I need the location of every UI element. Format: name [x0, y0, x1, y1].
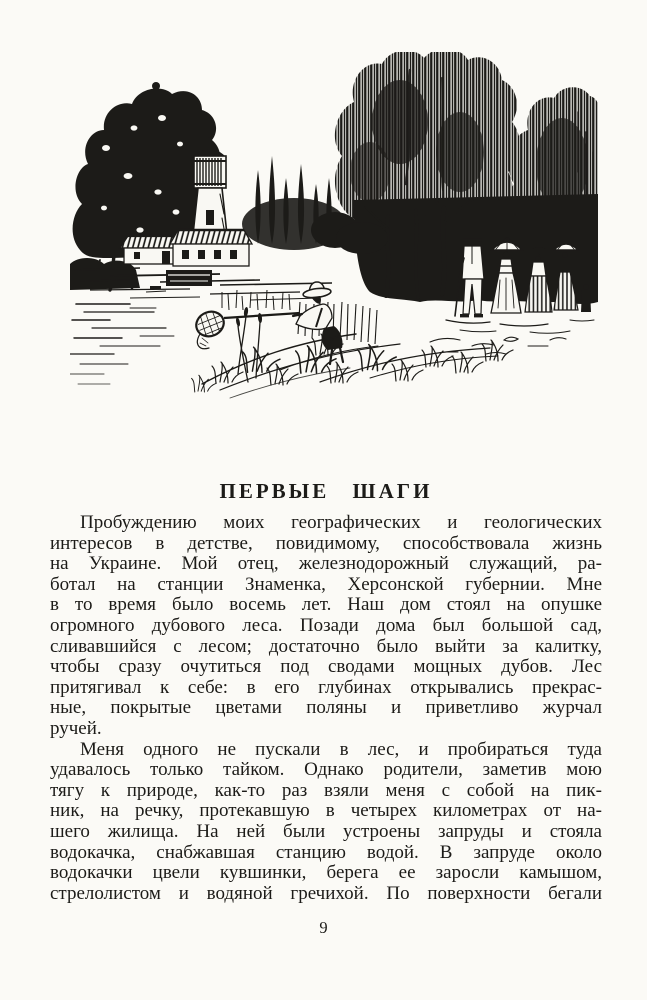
text-line: ник, на речку, протекавшую в четырех километрах от на-: [50, 800, 602, 822]
text-line: ботал на станции Знаменка, Херсонской губернии. Мне: [50, 573, 602, 595]
text-line: чтобы сразу очутиться под сводами мощных дубов. Лес: [50, 656, 602, 678]
text-line: на Украине. Мой отец, железнодорожный служащий, ра-: [50, 553, 602, 575]
text-line: тягу к природе, как-то раз взяли меня с собой на пик-: [50, 779, 602, 801]
text-line: удавалось только тайком. Однако родители, заметив мою: [50, 759, 602, 781]
paragraph: [50, 513, 602, 740]
text-line: водокачки цвели кувшинки, берега ее заросли камышом,: [50, 862, 602, 884]
text-line: интересов в детстве, повидимому, способствовала жизнь: [50, 532, 602, 554]
paragraph: [50, 740, 602, 905]
text-line: ручей.: [50, 717, 102, 739]
text-line: ные, покрытые цветами поляны и приветливо журчал: [50, 697, 602, 719]
text-line: Пробуждению моих географических и геологических: [80, 512, 602, 533]
page-number: 9: [319, 918, 328, 937]
body-text: [50, 513, 602, 904]
chapter-heading: ПЕРВЫЕ ШАГИ: [219, 479, 433, 504]
text-line: притягивал к себе: в его глубинах открывались прекрас-: [50, 676, 602, 698]
text-line: в то время было восемь лет. Наш дом стоял на опушке: [50, 594, 602, 616]
book-illustration: [70, 52, 598, 404]
text-line: сливавшийся с лесом; достаточно было выйти за калитку,: [50, 635, 602, 657]
text-line: шего жилища. На ней были устроены запруды и стояла: [50, 820, 602, 842]
text-line: водокачка, снабжавшая станцию водой. В запруде около: [50, 841, 602, 863]
text-line: Меня одного не пускали в лес, и пробираться туда: [80, 738, 602, 760]
text-line: стрелолистом и водяной гречихой. По поверхности бегали: [50, 882, 602, 904]
text-line: огромного дубового леса. Позади дома был большой сад,: [50, 614, 602, 636]
